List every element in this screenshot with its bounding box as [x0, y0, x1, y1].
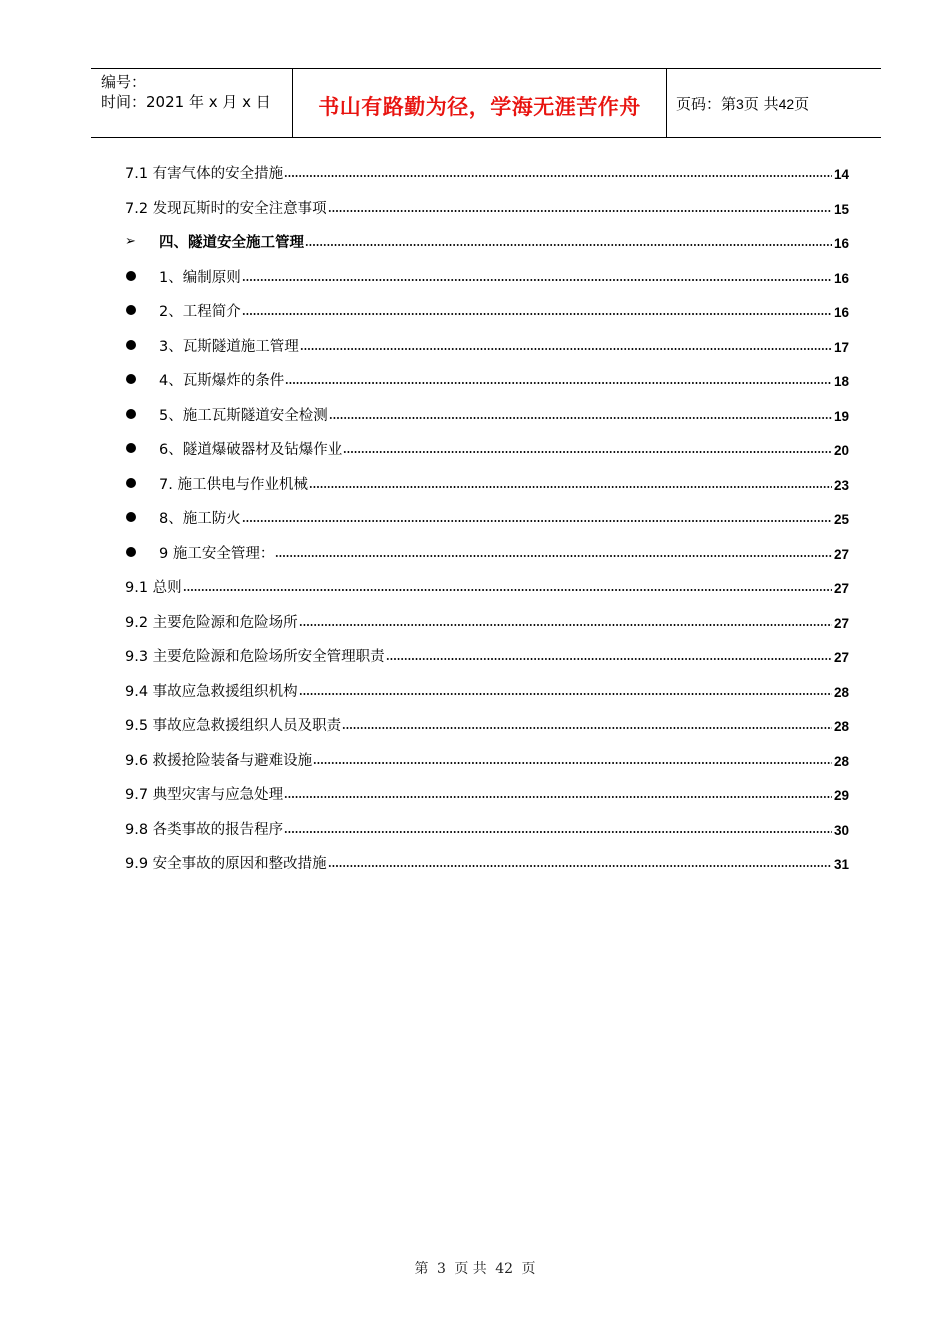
bullet-dot-shape: [126, 374, 136, 384]
dot-leader: [313, 761, 832, 765]
dot-leader: [242, 519, 832, 523]
header-page-indicator: [676, 93, 809, 114]
toc-entry[interactable]: [125, 709, 849, 735]
footer-prefix: 第: [414, 1261, 429, 1277]
toc-entry-label: 9.1 总则: [125, 580, 182, 596]
bullet-arrow-icon: [125, 232, 159, 252]
toc-entry-label: 5、施工瓦斯隧道安全检测: [159, 407, 328, 424]
header-motto: 书山有路勤为径，学海无涯苦作舟: [318, 94, 641, 119]
toc-entry-label: 9.3 主要危险源和危险场所安全管理职责: [125, 649, 385, 665]
dot-leader: [284, 174, 832, 178]
toc-entry[interactable]: [125, 744, 849, 770]
dot-leader: [242, 312, 832, 316]
toc-entry-label: 1、编制原则: [159, 269, 241, 286]
bullet-dot-shape: [126, 547, 136, 557]
toc-entry[interactable]: [125, 571, 849, 597]
toc-entry[interactable]: [125, 502, 849, 528]
dot-leader: [275, 554, 832, 558]
toc-entry[interactable]: [125, 606, 849, 632]
bullet-dot-icon: [125, 370, 159, 390]
toc-entry-page-number: 28: [833, 753, 849, 769]
header-motto-cell: [292, 69, 667, 137]
toc-entry-page-number: 28: [833, 684, 849, 700]
toc-entry-page-number: 27: [833, 650, 849, 665]
toc-entry-label: 9.4 事故应急救援组织机构: [125, 683, 298, 700]
bullet-dot-icon: [125, 474, 159, 494]
toc-entry-label: 9.6 救援抢险装备与避难设施: [125, 752, 313, 769]
toc-entry-page-number: 30: [833, 822, 849, 838]
header-page-suffix: 页: [794, 95, 810, 113]
dot-leader: [343, 450, 832, 454]
toc-entry[interactable]: [125, 399, 849, 425]
bullet-dot-icon: [125, 301, 159, 321]
dot-leader: [299, 692, 832, 696]
bullet-dot-icon: [125, 439, 159, 459]
toc-entry-page-number: 27: [833, 581, 849, 596]
header-page-cell: [666, 69, 881, 137]
dot-leader: [285, 381, 832, 385]
toc-entry-label: 9.7 典型灾害与应急处理: [125, 787, 284, 803]
dot-leader: [242, 278, 832, 282]
toc-entry[interactable]: [125, 433, 849, 459]
toc-entry-page-number: 29: [833, 788, 849, 803]
bullet-dot-shape: [126, 443, 136, 453]
dot-leader: [342, 726, 832, 730]
toc-entry[interactable]: [125, 261, 849, 287]
toc-entry[interactable]: [125, 468, 849, 494]
toc-entry-label: 7. 施工供电与作业机械: [159, 476, 308, 493]
bullet-dot-shape: [126, 340, 136, 350]
arrow-glyph: ➢: [125, 233, 136, 249]
toc-entry-label: 四、隧道安全施工管理: [159, 235, 304, 251]
bullet-dot-shape: [126, 512, 136, 522]
dot-leader: [299, 623, 832, 627]
toc-entry-page-number: 14: [833, 167, 849, 182]
toc-entry-page-number: 27: [833, 615, 849, 631]
header-page-mid: 页 共: [743, 95, 779, 113]
toc-entry[interactable]: [125, 813, 849, 839]
toc-entry-label: 9 施工安全管理：: [159, 545, 275, 562]
toc-entry-page-number: 15: [833, 201, 849, 217]
dot-leader: [309, 485, 832, 489]
toc-entry-page-number: 27: [833, 546, 849, 562]
header-page-prefix: 页码：第: [676, 95, 737, 113]
document-time-label: 时间：2021 年 x 月 x 日: [101, 93, 271, 111]
bullet-dot-icon: [125, 336, 159, 356]
document-number-label: 编号：: [101, 73, 147, 91]
toc-entry[interactable]: [125, 330, 849, 356]
toc-entry-label: 3、瓦斯隧道施工管理: [159, 338, 299, 355]
header-page-total: 42: [778, 96, 795, 112]
bullet-dot-shape: [126, 409, 136, 419]
dot-leader: [328, 209, 832, 213]
toc-entry[interactable]: [125, 226, 849, 252]
toc-entry-label: 6、隧道爆破器材及钻爆作业: [159, 442, 343, 458]
toc-entry[interactable]: [125, 778, 849, 804]
toc-entry-label: 7.2 发现瓦斯时的安全注意事项: [125, 200, 327, 217]
toc-entry-page-number: 16: [833, 270, 849, 286]
toc-entry[interactable]: [125, 295, 849, 321]
footer-mid: 页 共: [454, 1261, 487, 1277]
dot-leader: [328, 864, 832, 868]
header-page-current: 3: [736, 96, 744, 112]
toc-entry-label: 4、瓦斯爆炸的条件: [159, 373, 285, 389]
footer-total-pages: 42: [495, 1261, 514, 1277]
toc-entry-page-number: 16: [833, 236, 849, 251]
toc-entry-page-number: 20: [833, 443, 849, 458]
toc-entry-page-number: 31: [833, 857, 849, 872]
dot-leader: [284, 795, 832, 799]
toc-entry[interactable]: [125, 640, 849, 666]
toc-entry-label: 2、工程简介: [159, 304, 241, 320]
toc-entry-page-number: 28: [833, 719, 849, 734]
toc-entry-page-number: 23: [833, 477, 849, 493]
page-header: [91, 68, 881, 138]
toc-entry-label: 9.2 主要危险源和危险场所: [125, 614, 298, 631]
dot-leader: [183, 588, 832, 592]
dot-leader: [386, 657, 832, 661]
dot-leader: [300, 347, 832, 351]
bullet-dot-icon: [125, 405, 159, 425]
toc-entry-label: 8、施工防火: [159, 511, 241, 527]
toc-entry-page-number: 25: [833, 512, 849, 527]
bullet-dot-icon: [125, 267, 159, 287]
footer-suffix: 页: [521, 1261, 536, 1277]
toc-entry-label: 9.9 安全事故的原因和整改措施: [125, 856, 327, 872]
page-footer: [0, 1258, 950, 1278]
toc-entry-label: 9.8 各类事故的报告程序: [125, 821, 284, 838]
toc-entry[interactable]: [125, 192, 849, 218]
footer-current-page: 3: [436, 1261, 446, 1277]
dot-leader: [284, 830, 832, 834]
toc-entry[interactable]: [125, 675, 849, 701]
bullet-dot-shape: [126, 271, 136, 281]
dot-leader: [305, 243, 832, 247]
bullet-dot-icon: [125, 508, 159, 528]
toc-entry-page-number: 17: [833, 339, 849, 355]
toc-entry[interactable]: [125, 847, 849, 873]
bullet-dot-icon: [125, 543, 159, 563]
toc-entry-label: 7.1 有害气体的安全措施: [125, 166, 284, 182]
toc-entry[interactable]: [125, 537, 849, 563]
bullet-dot-shape: [126, 478, 136, 488]
toc-entry[interactable]: [125, 364, 849, 390]
toc-entry-page-number: 19: [833, 408, 849, 424]
toc-entry-page-number: 18: [833, 374, 849, 389]
toc-entry-label: 9.5 事故应急救援组织人员及职责: [125, 718, 342, 734]
header-info-cell: [91, 69, 292, 137]
dot-leader: [329, 416, 832, 420]
toc-entry[interactable]: [125, 157, 849, 183]
bullet-dot-shape: [126, 305, 136, 315]
toc-entry-page-number: 16: [833, 305, 849, 320]
